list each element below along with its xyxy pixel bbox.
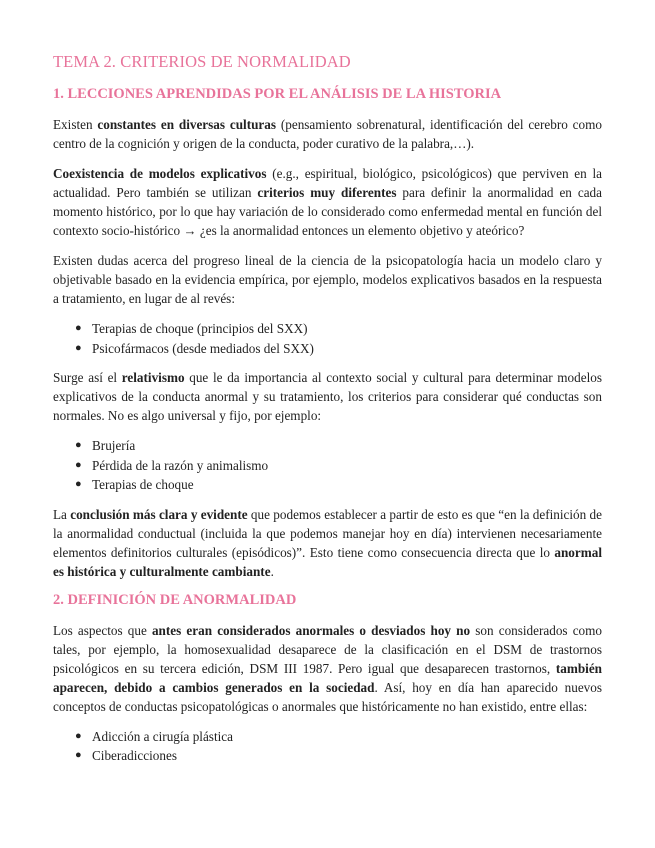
list-item-text: Pérdida de la razón y animalismo (92, 457, 269, 473)
section-1-paragraph-2 (53, 164, 602, 240)
bullet-icon: ● (75, 341, 82, 354)
bold-text: Coexistencia de modelos explicativos (53, 166, 267, 181)
section-1-paragraph-4 (53, 368, 602, 425)
text: (pensamiento sobrenatural, identificación del cerebro como centro de la cognición y origen de la conducta, poder curativo de la palabra,…). (53, 117, 602, 151)
list-item (75, 456, 602, 476)
section-1-paragraph-1 (53, 115, 602, 153)
section-2-paragraph-1 (53, 621, 602, 716)
bullet-icon: ● (75, 322, 82, 334)
list-item-text: Ciberadicciones (92, 748, 177, 763)
example-list (53, 436, 602, 495)
list-item-text: Terapias de choque (principios del SXX) (92, 321, 308, 336)
list-item-text: Brujería (92, 438, 136, 453)
bold-text: anormal es histórica y culturalmente cambiante (53, 544, 602, 579)
text: . Así, hoy en día han aparecido nuevos conceptos de conductas psicopatológicas o anormales que históricamente no han existido, entre ellas: (53, 679, 602, 714)
bold-text: relativismo (121, 370, 185, 385)
list-item (75, 727, 602, 747)
bold-text: criterios muy diferentes (257, 185, 397, 200)
text: (e.g., espiritual, biológico, psicológicos) que perviven en la actualidad. Pero también se utilizan (53, 166, 602, 200)
text: para definir la anormalidad en cada momento histórico, por lo que hay variación de lo considerado como enfermedad mental en función del contexto socio-histórico → ¿es la anormalidad entonces un elemento objetivo y ateórico? (53, 185, 602, 238)
list-item (75, 475, 602, 495)
text: Existen (53, 117, 98, 132)
bullet-icon: ● (75, 749, 82, 761)
list-item (75, 746, 602, 766)
bold-text: también aparecen, debido a cambios generados en la sociedad (53, 660, 602, 695)
text: Surge así el (53, 370, 122, 385)
section-2-heading: 2. DEFINICIÓN DE ANORMALIDAD (53, 591, 297, 608)
text: que le da importancia al contexto social y cultural para determinar modelos explicativos de la conducta anormal y su tratamiento, los criterios para considerar qué conductas son normales. No es algo universal y fijo, por ejemplo: (53, 370, 602, 423)
list-item-text: Adicción a cirugía plástica (92, 728, 233, 744)
bullet-icon: ● (75, 439, 82, 451)
list-item-text: Terapias de choque (92, 477, 194, 492)
new-disorders-list (53, 727, 602, 766)
list-item-text: Psicofármacos (desde mediados del SXX) (92, 340, 314, 356)
bullet-icon: ● (75, 478, 82, 490)
text: que podemos establecer a partir de esto es que “en la definición de la anormalidad conductual (incluida la que podemos manejar hoy en día) intervienen necesariamente elementos definitorios culturales (episódicos)”. Esto tiene como consecuencia directa que lo (53, 506, 602, 560)
bold-text: conclusión más clara y evidente (70, 506, 248, 522)
bullet-icon: ● (75, 458, 82, 471)
bold-text: antes eran considerados anormales o desviados hoy no (151, 622, 471, 638)
treatment-list (53, 319, 602, 358)
section-1-heading: 1. LECCIONES APRENDIDAS POR EL ANÁLISIS DE LA HISTORIA (53, 86, 502, 102)
text: son considerados como tales, por ejemplo, la homosexualidad desaparece de la clasificación en el DSM de trastornos psicológicos en su tercera edición, DSM III 1987. Pero igual que desaparecen trastornos, (53, 622, 603, 676)
document-title: TEMA 2. CRITERIOS DE NORMALIDAD (53, 52, 351, 71)
list-item (75, 436, 602, 456)
text: . (270, 563, 274, 579)
section-1-paragraph-3: Existen dudas acerca del progreso lineal de la ciencia de la psicopatología hacia un modelo claro y objetivable basado en la evidencia empírica, por ejemplo, modelos explicativos basados en la respuesta a tratamiento, en lugar de al revés: (53, 253, 602, 306)
bullet-icon: ● (75, 729, 82, 742)
bold-text: constantes en diversas culturas (97, 117, 277, 132)
list-item (75, 319, 602, 339)
section-1-paragraph-5 (53, 505, 602, 581)
text: La (53, 506, 71, 522)
text: Los aspectos que (53, 622, 152, 638)
list-item (75, 339, 602, 359)
